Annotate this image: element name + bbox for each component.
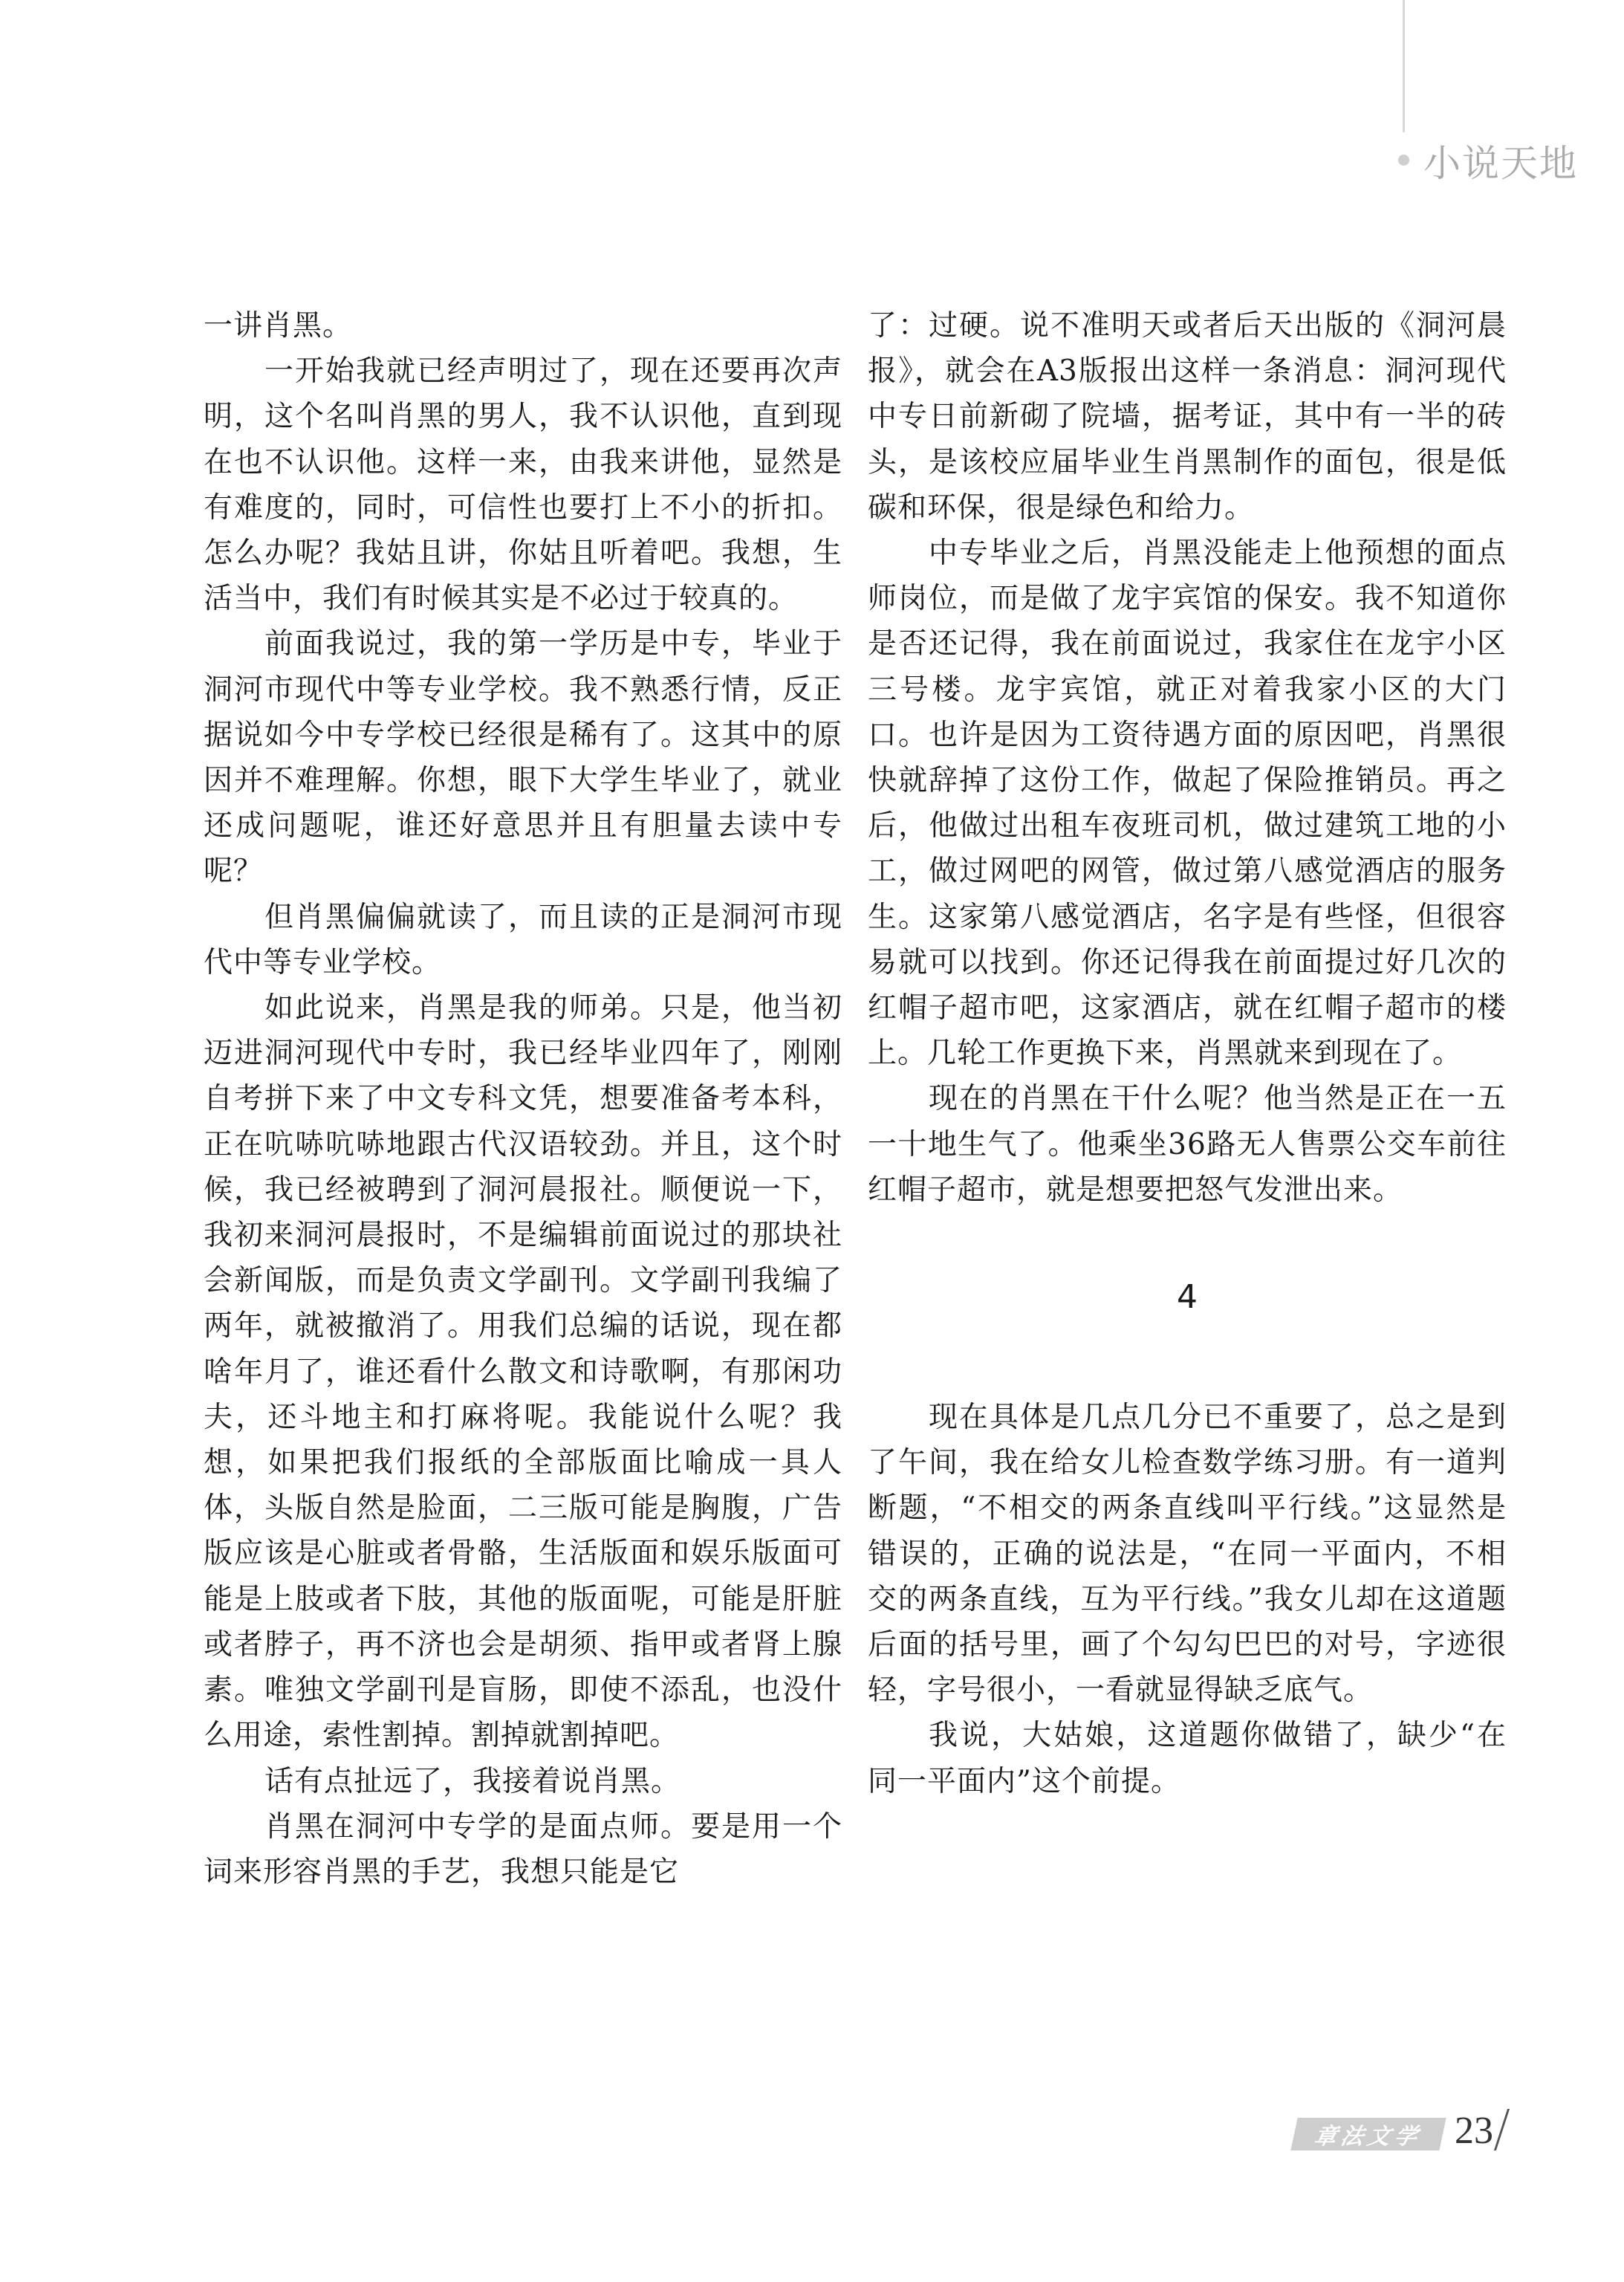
paragraph: 现在具体是几点几分已不重要了，总之是到了午间，我在给女儿检查数学练习册。有一道判断题，“不相交的两条直线叫平行线。”这显然是错误的，正确的说法是，“在同一平面内，不相交的两条直线，互为平行线。”我女儿却在这道题后面的括号里，画了个勾勾巴巴的对号，字迹很轻，字号很小，一看就显得缺乏底气。: [868, 1401, 1507, 1708]
paragraph: 一开始我就已经声明过了，现在还要再次声明，这个名叫肖黑的男人，我不认识他，直到现在也不认识他。这样一来，由我来讲他，显然是有难度的，同时，可信性也要打上不小的折扣。怎么办呢？我姑且讲，你姑且听着吧。我想，生活当中，我们有时候其实是不必过于较真的。: [204, 354, 842, 616]
paragraph: 如此说来，肖黑是我的师弟。只是，他当初迈进洞河现代中专时，我已经毕业四年了，刚刚自考拼下来了中文专科文凭，想要准备考本科，正在吭哧吭哧地跟古代汉语较劲。并且，这个时候，我已经被聘到了洞河晨报社。顺便说一下，我初来洞河晨报时，不是编辑前面说过的那块社会新闻版，而是负责文学副刊。文学副刊我编了两年，就被撤消了。用我们总编的话说，现在都啥年月了，谁还看什么散文和诗歌啊，有那闲功夫，还斗地主和打麻将呢。我能说什么呢？我想，如果把我们报纸的全部版面比喻成一具人体，头版自然是脸面，二三版可能是胸腹，广告版应该是心脏或者骨骼，生活版面和娱乐版面可能是上肢或者下肢，其他的版面呢，可能是肝脏或者脖子，再不济也会是胡须、指甲或者肾上腺素。唯独文学副刊是盲肠，即使不添乱，也没什么用途，索性割掉。割掉就割掉吧。: [204, 991, 842, 1753]
paragraph: 前面我说过，我的第一学历是中专，毕业于洞河市现代中等专业学校。我不熟悉行情，反正据说如今中专学校已经很是稀有了。这其中的原因并不难理解。你想，眼下大学生毕业了，就业还成问题呢，谁还好意思并且有胆量去读中专呢？: [204, 627, 842, 889]
footer-slash: [1494, 2109, 1510, 2150]
magazine-logo: 章法文学: [1290, 2118, 1446, 2150]
section-number: 4: [1177, 1278, 1198, 1317]
paragraph: 肖黑在洞河中专学的是面点师。要是用一个词来形容肖黑的手艺，我想只能是它: [204, 1809, 842, 1889]
paragraph: 了：过硬。说不准明天或者后天出版的《洞河晨报》，就会在A3版报出这样一条消息：洞河现代中专日前新砌了院墙，据考证，其中有一半的砖头，是该校应届毕业生肖黑制作的面包，很是低碳和环保，很是绿色和给力。: [868, 309, 1507, 525]
paragraph: 现在的肖黑在干什么呢？他当然是正在一五一十地生气了。他乘坐36路无人售票公交车前往红帽子超市，就是想要把怒气发泄出来。: [868, 1082, 1507, 1207]
page-number: 23: [1455, 2110, 1493, 2152]
paragraph: 一讲肖黑。: [204, 309, 353, 343]
paragraph: 但肖黑偏偏就读了，而且读的正是洞河市现代中等专业学校。: [204, 900, 842, 979]
header-dot: [1398, 155, 1409, 166]
paragraph: 话有点扯远了，我接着说肖黑。: [264, 1764, 681, 1798]
page-footer: [1294, 2112, 1503, 2150]
section-label: 小说天地: [1423, 142, 1578, 185]
paragraph: 我说，大姑娘，这道题你做错了，缺少“在同一平面内”这个前提。: [868, 1719, 1507, 1798]
right-column: [868, 303, 1507, 1804]
paragraph: 中专毕业之后，肖黑没能走上他预想的面点师岗位，而是做了龙宇宾馆的保安。我不知道你是否还记得，我在前面说过，我家住在龙宇小区三号楼。龙宇宾馆，就正对着我家小区的大门口。也许是因为工资待遇方面的原因吧，肖黑很快就辞掉了这份工作，做起了保险推销员。再之后，他做过出租车夜班司机，做过建筑工地的小工，做过网吧的网管，做过第八感觉酒店的服务生。这家第八感觉酒店，名字是有些怪，但很容易就可以找到。你还记得我在前面提过好几次的红帽子超市吧，这家酒店，就在红帽子超市的楼上。几轮工作更换下来，肖黑就来到现在了。: [868, 537, 1507, 1071]
header-rule: [1403, 0, 1405, 132]
left-column: [204, 303, 842, 1895]
